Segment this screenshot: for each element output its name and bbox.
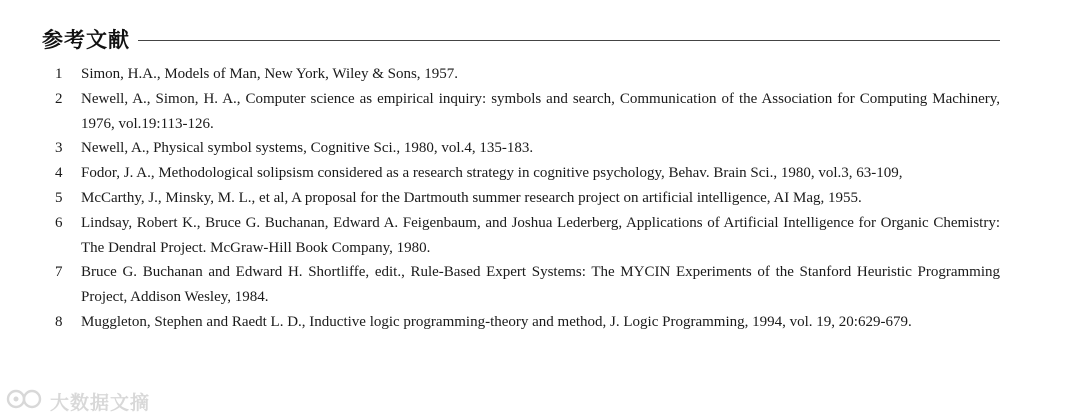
watermark-logo-icon — [6, 387, 46, 416]
reference-text: McCarthy, J., Minsky, M. L., et al, A proposal for the Dartmouth summer research project on artificial intelligence, AI Mag, 1955. — [81, 189, 862, 206]
reference-text: Fodor, J. A., Methodological solipsism considered as a research strategy in cognitive psychology, Behav. Brain Sci., 1980, vol.3, 63-109, — [81, 165, 903, 182]
reference-text: Lindsay, Robert K., Bruce G. Buchanan, Edward A. Feigenbaum, and Joshua Lederberg, Applications of Artificial Intelligence for Organic Chemistry: The Dendral Project. McGraw-Hill Book Company, 1980. — [81, 214, 1000, 256]
reference-number: 7 — [55, 264, 63, 281]
reference-text: Simon, H.A., Models of Man, New York, Wiley & Sons, 1957. — [81, 66, 459, 82]
reference-text: Newell, A., Physical symbol systems, Cognitive Sci., 1980, vol.4, 135-183. — [81, 140, 534, 157]
reference-list — [0, 62, 1080, 335]
reference-number: 1 — [55, 66, 63, 82]
reference-number: 5 — [55, 189, 63, 206]
reference-item-3 — [0, 136, 1000, 161]
reference-item-2 — [0, 87, 1000, 137]
reference-number: 4 — [55, 165, 63, 182]
reference-number: 3 — [55, 140, 63, 157]
reference-text: Muggleton, Stephen and Raedt L. D., Inductive logic programming-theory and method, J. Logic Programming, 1994, vol. 19, 20:629-679. — [81, 313, 912, 330]
reference-item-1 — [0, 62, 1000, 87]
reference-number: 8 — [55, 313, 63, 330]
reference-item-5 — [0, 186, 1000, 211]
reference-item-6 — [0, 211, 1000, 261]
reference-item-7 — [0, 260, 1000, 310]
references-section-header — [42, 24, 1000, 54]
reference-text: Bruce G. Buchanan and Edward H. Shortliffe, edit., Rule-Based Expert Systems: The MYCIN Experiments of the Stanford Heuristic Programming Project, Addison Wesley, 1984. — [81, 264, 1000, 306]
reference-number: 6 — [55, 214, 63, 231]
watermark — [6, 387, 150, 416]
reference-text: Newell, A., Simon, H. A., Computer science as empirical inquiry: symbols and search, Communication of the Association for Computing Machinery, 1976, vol.19:113-126. — [81, 90, 1000, 132]
reference-item-4 — [0, 161, 1000, 186]
reference-item-8 — [0, 310, 1000, 335]
section-title-rule — [138, 40, 1000, 41]
section-title: 参考文献 — [42, 28, 130, 52]
reference-number: 2 — [55, 90, 63, 107]
watermark-text: 大数据文摘 — [50, 392, 151, 414]
